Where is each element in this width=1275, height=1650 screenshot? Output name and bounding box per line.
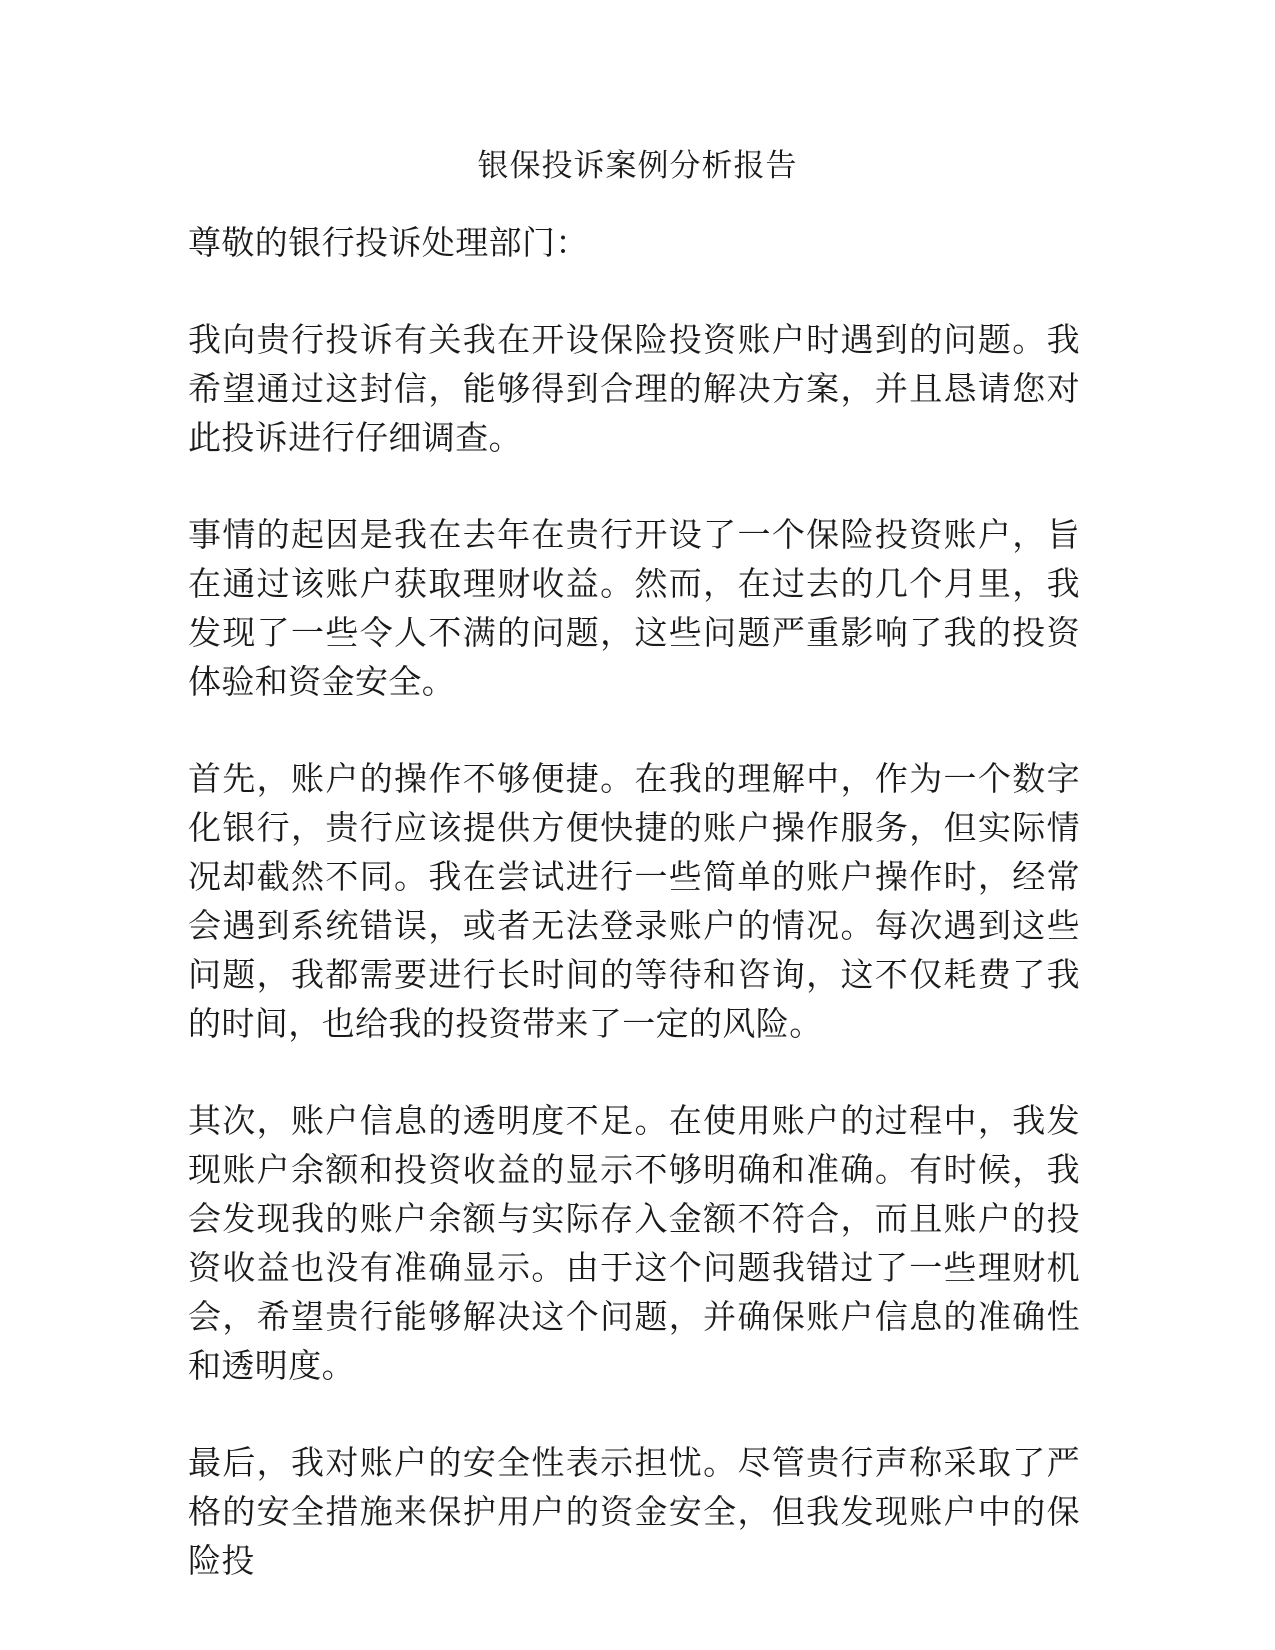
paragraph-background: 事情的起因是我在去年在贵行开设了一个保险投资账户，旨在通过该账户获取理财收益。然而，在过去的几个月里，我发现了一些令人不满的问题，这些问题严重影响了我的投资体验和资金安全。 <box>188 515 1080 701</box>
paragraph-first-issue: 首先，账户的操作不够便捷。在我的理解中，作为一个数字化银行，贵行应该提供方便快捷的账户操作服务，但实际情况却截然不同。我在尝试进行一些简单的账户操作时，经常会遇到系统错误，或者无法登录账户的情况。每次遇到这些问题，我都需要进行长时间的等待和咨询，这不仅耗费了我的时间，也给我的投资带来了一定的风险。 <box>188 759 1080 1043</box>
salutation: 尊敬的银行投诉处理部门： <box>188 223 589 262</box>
paragraph-third-issue: 最后，我对账户的安全性表示担忧。尽管贵行声称采取了严格的安全措施来保护用户的资金安全，但我发现账户中的保险投 <box>188 1443 1080 1580</box>
document-title: 银保投诉案例分析报告 <box>477 148 798 184</box>
paragraph-intro: 我向贵行投诉有关我在开设保险投资账户时遇到的问题。我希望通过这封信，能够得到合理的解决方案，并且恳请您对此投诉进行仔细调查。 <box>188 320 1080 457</box>
document-body <box>188 218 1080 1585</box>
paragraph-second-issue: 其次，账户信息的透明度不足。在使用账户的过程中，我发现账户余额和投资收益的显示不够明确和准确。有时候，我会发现我的账户余额与实际存入金额不符合，而且账户的投资收益也没有准确显示。由于这个问题我错过了一些理财机会，希望贵行能够解决这个问题，并确保账户信息的准确性和透明度。 <box>188 1101 1080 1385</box>
